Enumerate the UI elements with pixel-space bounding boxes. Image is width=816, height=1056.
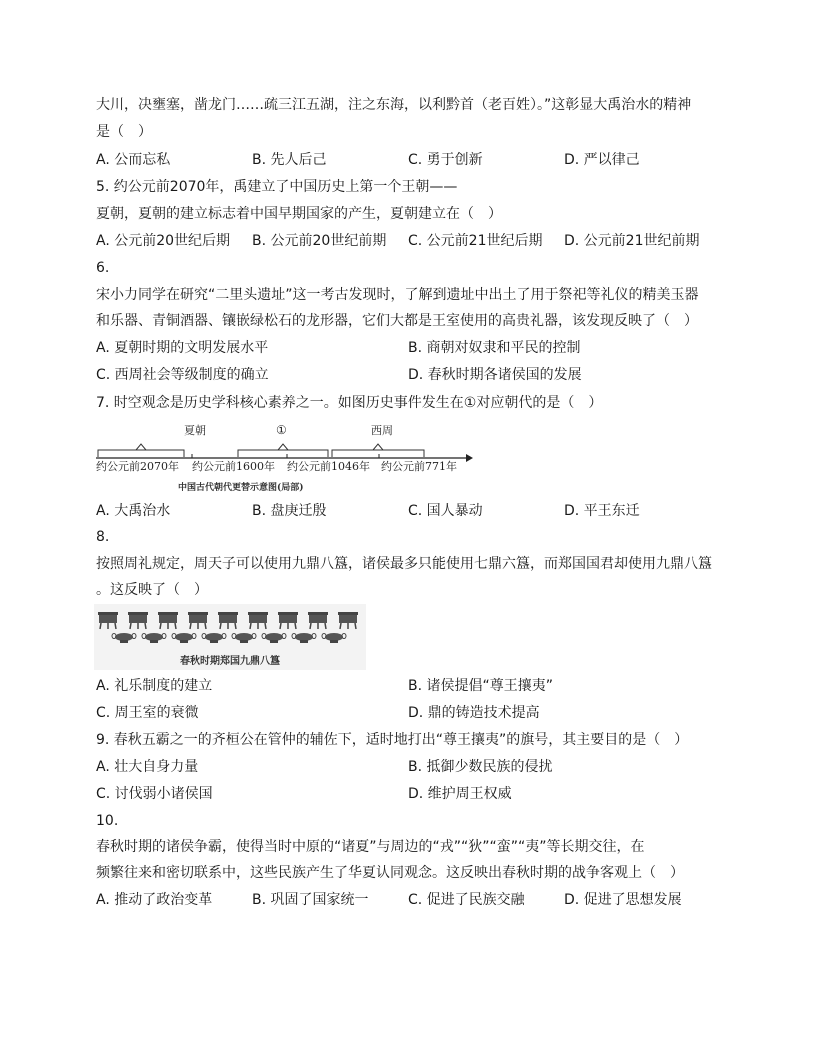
q5-option-b[interactable]: B. 公元前20世纪前期 bbox=[252, 233, 387, 249]
q6-number: 6. bbox=[96, 260, 110, 276]
q4-option-b[interactable]: B. 先人后己 bbox=[252, 152, 327, 168]
ding-vessel-icon bbox=[218, 612, 238, 629]
q5-option-a[interactable]: A. 公元前20世纪后期 bbox=[96, 233, 231, 249]
ding-vessel-icon bbox=[188, 612, 208, 629]
q7-option-c[interactable]: C. 国人暴动 bbox=[408, 503, 483, 519]
xizhou-bracket bbox=[332, 450, 424, 457]
q9-option-b[interactable]: B. 抵御少数民族的侵扰 bbox=[408, 759, 553, 775]
q6-option-d[interactable]: D. 春秋时期各诸侯国的发展 bbox=[408, 367, 582, 383]
vessel-image-caption: 春秋时期郑国九鼎八簋 bbox=[180, 656, 280, 667]
xia-bracket bbox=[98, 450, 184, 457]
q6-stem-line1: 宋小力同学在研究“二里头遗址”这一考古发现时，了解到遗址中出土了用于祭祀等礼仪的精美玉器 bbox=[96, 287, 699, 303]
q6-option-c[interactable]: C. 西周社会等级制度的确立 bbox=[96, 367, 269, 383]
q9-option-a[interactable]: A. 壮大自身力量 bbox=[96, 759, 199, 775]
q8-option-d[interactable]: D. 鼎的铸造技术提高 bbox=[408, 705, 540, 721]
timeline-label-xia: 夏朝 bbox=[184, 424, 206, 437]
q6-option-a[interactable]: A. 夏朝时期的文明发展水平 bbox=[96, 340, 269, 356]
timeline-label-xizhou: 西周 bbox=[371, 424, 393, 437]
timeline-date-3: 约公元前1046年 bbox=[287, 460, 370, 473]
nine-ding-eight-gui-image bbox=[94, 604, 366, 670]
q8-stem-line1: 按照周礼规定，周天子可以使用九鼎八簋，诸侯最多只能使用七鼎六簋，而郑国国君却使用九鼎八簋 bbox=[96, 556, 712, 572]
ding-vessel-icon bbox=[128, 612, 148, 629]
q10-stem-line1: 春秋时期的诸侯争霸，使得当时中原的“诸夏”与周边的“戎”“狄”“蛮”“夷”等长期交往，在 bbox=[96, 839, 645, 855]
q4-option-c[interactable]: C. 勇于创新 bbox=[408, 152, 483, 168]
q6-stem-line2: 和乐器、青铜酒器、镶嵌绿松石的龙形器，它们大都是王室使用的高贵礼器，该发现反映了（ ） bbox=[96, 313, 698, 329]
slot1-bracket bbox=[238, 450, 328, 457]
xia-bracket-peak bbox=[136, 444, 146, 450]
slot1-bracket-peak bbox=[278, 444, 288, 450]
ding-vessel-icon bbox=[248, 612, 268, 629]
timeline-date-2: 约公元前1600年 bbox=[192, 460, 275, 473]
q5-option-d[interactable]: D. 公元前21世纪前期 bbox=[564, 233, 700, 249]
q9-option-d[interactable]: D. 维护周王权威 bbox=[408, 786, 512, 802]
q7-option-b[interactable]: B. 盘庚迁殷 bbox=[252, 503, 327, 519]
xizhou-bracket-peak bbox=[373, 444, 383, 450]
q8-option-a[interactable]: A. 礼乐制度的建立 bbox=[96, 678, 213, 694]
q10-option-a[interactable]: A. 推动了政治变革 bbox=[96, 892, 213, 908]
q4-stem-line2: 是（ ） bbox=[96, 124, 152, 140]
ding-vessel-icon bbox=[158, 612, 178, 629]
q5-option-c[interactable]: C. 公元前21世纪后期 bbox=[408, 233, 543, 249]
q8-option-c[interactable]: C. 周王室的衰微 bbox=[96, 705, 199, 721]
ding-vessel-icon bbox=[278, 612, 298, 629]
timeline-caption: 中国古代朝代更替示意图(局部) bbox=[178, 483, 304, 493]
q8-stem-line2: 。这反映了（ ） bbox=[96, 582, 208, 598]
q7-option-a[interactable]: A. 大禹治水 bbox=[96, 503, 171, 519]
q5-stem-line2: 夏朝，夏朝的建立标志着中国早期国家的产生，夏朝建立在（ ） bbox=[96, 206, 502, 222]
timeline-date-1: 约公元前2070年 bbox=[96, 460, 179, 473]
q7-stem-line1: 7. 时空观念是历史学科核心素养之一。如图历史事件发生在①对应朝代的是（ ） bbox=[96, 395, 603, 411]
q7-option-d[interactable]: D. 平王东迁 bbox=[564, 503, 640, 519]
q8-option-b[interactable]: B. 诸侯提倡“尊王攘夷” bbox=[408, 678, 554, 694]
ding-vessel-icon bbox=[308, 612, 328, 629]
timeline-arrow bbox=[466, 454, 473, 462]
q5-stem-line1: 5. 约公元前2070年，禹建立了中国历史上第一个王朝—— bbox=[96, 179, 458, 195]
ding-vessel-icon bbox=[98, 612, 118, 629]
q10-stem-line2: 频繁往来和密切联系中，这些民族产生了华夏认同观念。这反映出春秋时期的战争客观上（ ） bbox=[96, 865, 684, 881]
dynasty-timeline-figure bbox=[94, 418, 474, 498]
ding-vessel-icon bbox=[338, 612, 358, 629]
q8-number: 8. bbox=[96, 529, 110, 545]
q10-option-c[interactable]: C. 促进了民族交融 bbox=[408, 892, 525, 908]
q4-stem-line1: 大川，决壅塞，凿龙门……疏三江五湖，注之东海，以利黔首（老百姓）。”这彰显大禹治水的精神 bbox=[96, 97, 692, 113]
q9-stem-line1: 9. 春秋五霸之一的齐桓公在管仲的辅佐下，适时地打出“尊王攘夷”的旗号，其主要目的是（ ） bbox=[96, 732, 689, 748]
timeline-label-slot1: ① bbox=[276, 423, 287, 437]
timeline-date-4: 约公元前771年 bbox=[381, 460, 457, 473]
q10-option-b[interactable]: B. 巩固了国家统一 bbox=[252, 892, 369, 908]
q10-number: 10. bbox=[96, 813, 119, 829]
q10-option-d[interactable]: D. 促进了思想发展 bbox=[564, 892, 682, 908]
q6-option-b[interactable]: B. 商朝对奴隶和平民的控制 bbox=[408, 340, 581, 356]
q4-option-a[interactable]: A. 公而忘私 bbox=[96, 152, 171, 168]
q4-option-d[interactable]: D. 严以律己 bbox=[564, 152, 640, 168]
q9-option-c[interactable]: C. 讨伐弱小诸侯国 bbox=[96, 786, 213, 802]
